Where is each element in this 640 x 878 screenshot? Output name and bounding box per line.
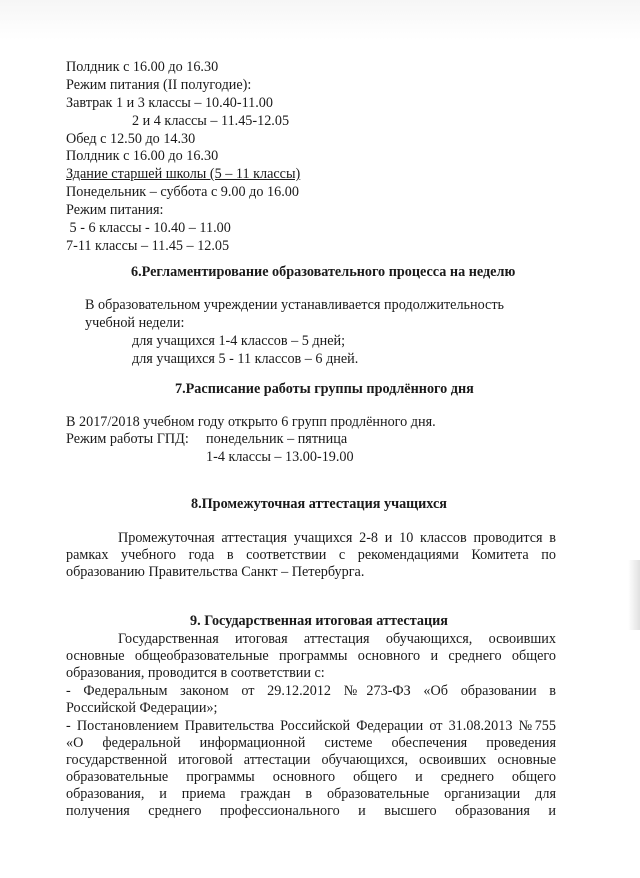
section-8-paragraph-line: образованию Правительства Санкт – Петербурга. — [66, 564, 365, 580]
section-6-intro: В образовательном учреждении устанавливается продолжительность — [85, 297, 505, 313]
section-9-paragraph-line: - Постановлением Правительства Российской Федерации от 31.08.2013 №755 — [66, 718, 556, 734]
schedule-line: Понедельник – суббота с 9.00 до 16.00 — [66, 184, 299, 200]
schedule-line: Полдник с 16.00 до 16.30 — [66, 59, 219, 75]
section-7-line: В 2017/2018 учебном году открыто 6 групп продлённого дня. — [66, 414, 436, 430]
section-9-paragraph-line: государственной итоговой аттестации обучающихся, освоивших основные — [66, 752, 556, 768]
section-9-paragraph-line: получения среднего профессионального и высшего образования и — [66, 803, 556, 819]
section-7-value: понедельник – пятница — [206, 431, 348, 447]
section-9-paragraph-line: основные общеобразовательные программы основного и среднего общего — [66, 648, 556, 664]
schedule-line: 7-11 классы – 11.45 – 12.05 — [66, 238, 230, 254]
section-8-paragraph-line: Промежуточная аттестация учащихся 2-8 и 10 классов проводится в — [118, 530, 556, 546]
section-7-line: 1-4 классы – 13.00-19.00 — [206, 449, 354, 465]
section-6-item: для учащихся 1-4 классов – 5 дней; — [132, 333, 346, 349]
schedule-line: Режим питания: — [66, 202, 164, 218]
schedule-line-underlined: Здание старшей школы (5 – 11 классы) — [66, 166, 301, 182]
section-6-intro: учебной недели: — [85, 315, 185, 331]
section-9-title: 9. Государственная итоговая аттестация — [190, 613, 448, 629]
schedule-line: Обед с 12.50 до 14.30 — [66, 131, 196, 147]
scan-shadow — [628, 560, 640, 630]
section-8-title: 8.Промежуточная аттестация учащихся — [191, 496, 447, 512]
schedule-line: 2 и 4 классы – 11.45-12.05 — [132, 113, 290, 129]
section-9-paragraph-line: Российской Федерации»; — [66, 700, 218, 716]
section-9-paragraph-line: - Федеральным законом от 29.12.2012 №273-ФЗ «Об образовании в — [66, 683, 556, 699]
section-9-paragraph-line: образования, и приема граждан в образовательные организации для — [66, 786, 556, 802]
section-9-paragraph-line: образования, проводится в соответствии с: — [66, 665, 325, 681]
section-9-paragraph-line: Государственная итоговая аттестация обучающихся, освоивших — [118, 631, 556, 647]
section-7-title: 7.Расписание работы группы продлённого дня — [175, 381, 474, 397]
section-8-paragraph-line: рамках учебного года в соответствии с рекомендациями Комитета по — [66, 547, 556, 563]
section-7-label: Режим работы ГПД: — [66, 431, 189, 447]
section-6-title: 6.Регламентирование образовательного процесса на неделю — [131, 264, 516, 280]
section-9-paragraph-line: образовательные программы основного общего и среднего общего — [66, 769, 556, 785]
section-6-item: для учащихся 5 - 11 классов – 6 дней. — [132, 351, 359, 367]
schedule-line: 5 - 6 классы - 10.40 – 11.00 — [66, 220, 231, 236]
section-9-paragraph-line: «О федеральной информационной системе обеспечения проведения — [66, 735, 556, 751]
schedule-line: Полдник с 16.00 до 16.30 — [66, 148, 219, 164]
schedule-line: Завтрак 1 и 3 классы – 10.40-11.00 — [66, 95, 273, 111]
schedule-line: Режим питания (II полугодие): — [66, 77, 252, 93]
